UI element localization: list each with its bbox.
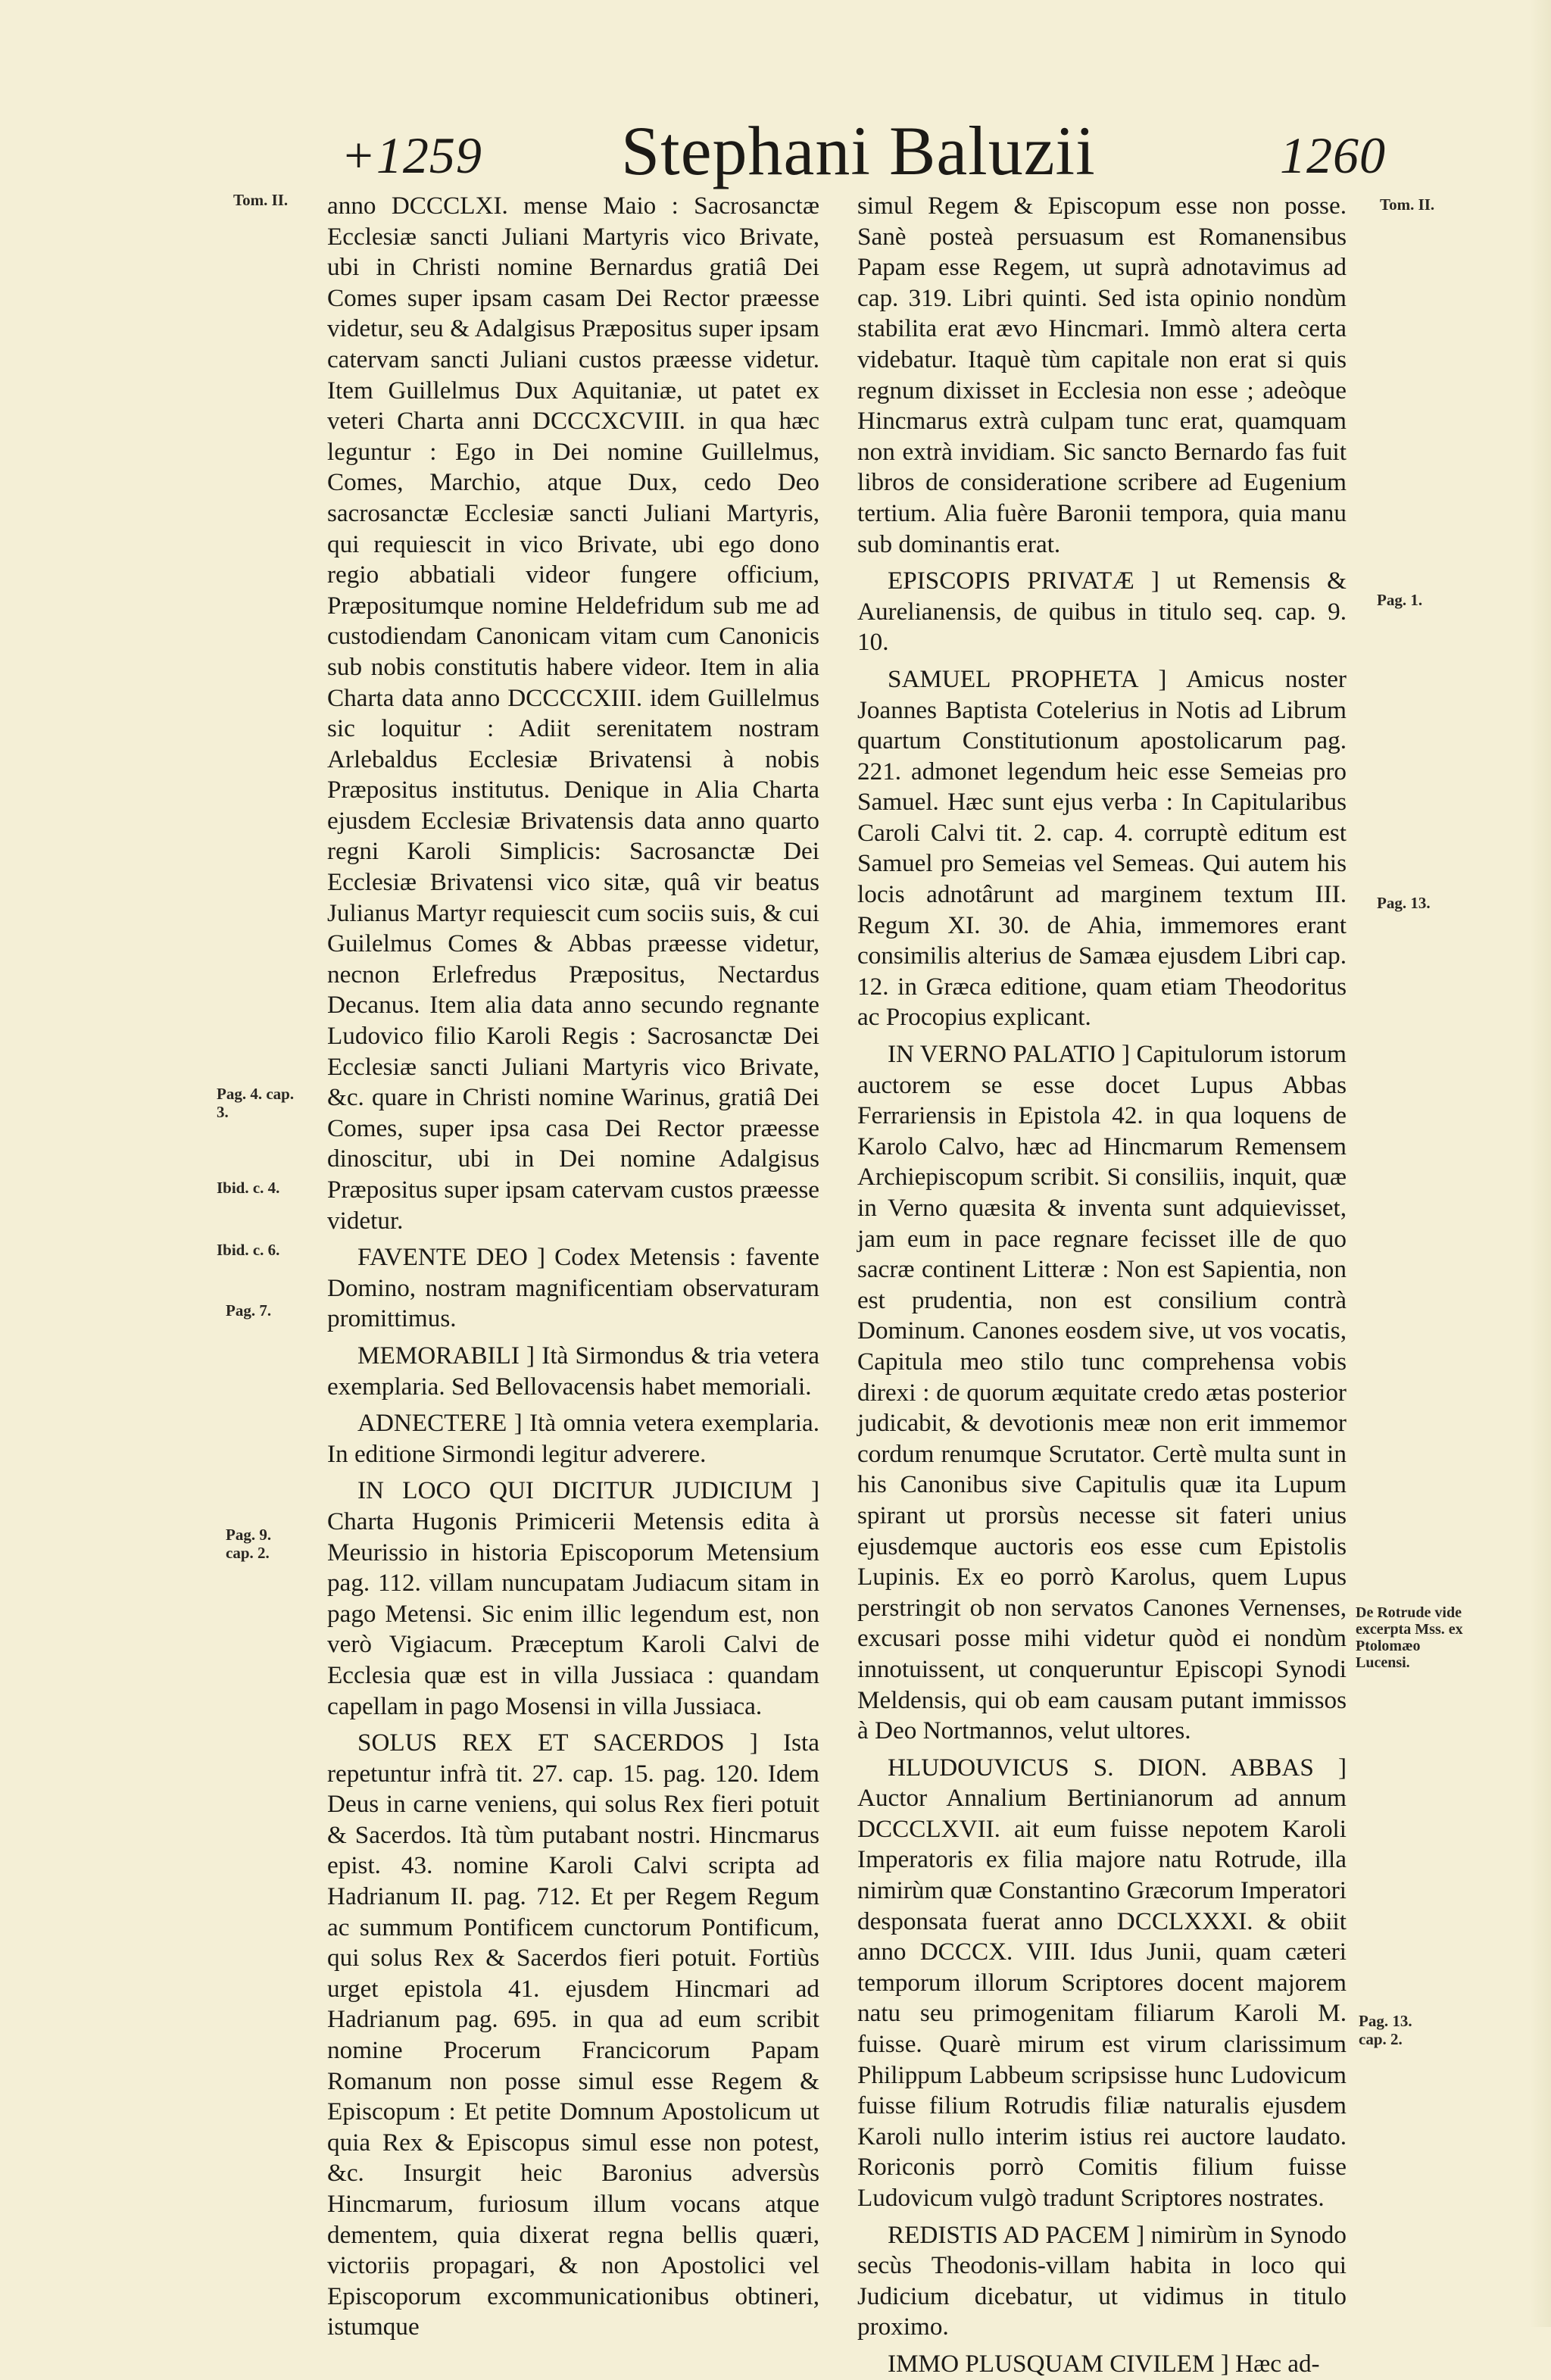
margin-note-left: Ibid. c. 6. [217, 1241, 280, 1259]
paragraph: HLUDOUVICUS S. DION. ABBAS ] Auctor Annalium Bertinianorum ad annum DCCCLXVII. ait eum fuisse nepotem Karoli Imperatoris ex filia majore natu Rotrude, illa nimirùm quæ Constantino Græcorum Imperatori desponsata fuerat anno DCCLXXXI. & obiit anno DCCCX. VIII. Idus Junii, quam cæteri temporum illorum Scriptores docent majorem natu seu primogenitam filiarum Karoli M. fuisse. Quarè mirum est virum clarissimum Philippum Labbeum scripsisse hunc Ludovicum fuisse filium Rotrudis filiæ naturalis ejusdem Karoli nullo interim istius rei auctore laudato. Roriconis porrò Comitis filium fuisse Ludovicum vulgò tradunt Scriptores nostrates. [857, 1753, 1347, 2212]
paragraph: MEMORABILI ] Ità Sirmondus & tria vetera exemplaria. Sed Bellovacensis habet memoriali. [327, 1341, 819, 1401]
paragraph: SAMUEL PROPHETA ] Amicus noster Joannes Baptista Cotelerius in Notis ad Librum quartum Constitutionum apostolicarum pag. 221. admonet legendum heic esse Semeias pro Samuel. Hæc sunt ejus verba : In Capitularibus Caroli Calvi tit. 2. cap. 4. corruptè editum est Samuel pro Semeias vel Semeas. Qui autem his locis adnotârunt ad marginem textum III. Regum XI. 30. de Ahia, immemores erant consimilis alterius de Samæa ejusdem Libri cap. 12. in Græca editione, quam etiam Theodoritus ac Procopius explicant. [857, 664, 1347, 1032]
right-text-column [857, 191, 1347, 2380]
page-edge [1530, 0, 1551, 2327]
paragraph: EPISCOPIS PRIVATÆ ] ut Remensis & Aurelianensis, de quibus in titulo seq. cap. 9. 10. [857, 567, 1347, 657]
paragraph: IMMO PLUSQUAM CIVILEM ] Hæc ad- [888, 2349, 1320, 2378]
paragraph: anno DCCCLXI. mense Maio : Sacrosanctæ Ecclesiæ sancti Juliani Martyris vico Brivate, ubi in Christi nomine Bernardus gratiâ Dei Comes super ipsam casam Dei Rector præesse videtur, seu & Adalgisus Præpositus super ipsam catervam sancti Juliani custos præesse videtur. Item Guillelmus Dux Aquitaniæ, ut patet ex veteri Charta anni DCCCXCVIII. in qua hæc leguntur : Ego in Dei nomine Guillelmus, Comes, Marchio, atque Dux, cedo Deo sacrosanctæ Ecclesiæ sancti Juliani Martyris, qui requiescit in vico Brivate, ubi ego dono regio abbatiali videor fungere officium, Præpositumque nomine Heldefridum sub me ad custodiendam Canonicam vitam cum Canonicis sub nobis constitutis habere videor. Item in alia Charta data anno DCCCCXIII. idem Guillelmus sic loquitur : Adiit serenitatem nostram Arlebaldus Ecclesiæ Brivatensi à nobis Præpositus institutus. Denique in Alia Charta ejusdem Ecclesiæ Brivatensis data anno quarto regni Karoli Simplicis: Sacrosanctæ Dei Ecclesiæ Brivatensi vico sitæ, quâ vir beatus Julianus Martyr requiescit cum sociis suis, & cui Guilelmus Comes & Abbas præesse videtur, necnon Erlefredus Præpositus, Nectardus Decanus. Item alia data anno secundo regnante Ludovico filio Karoli Regis : Sacrosanctæ Dei Ecclesiæ sancti Juliani Martyris vico Brivate, &c. quare in Christi nomine Warinus, gratiâ Dei Comes, super ipsa casa Dei Rector præesse dinoscitur, ubi in Dei nomine Adalgisus Præpositus super ipsam catervam custos præesse videtur. [327, 192, 819, 1235]
margin-note-left: Ibid. c. 4. [217, 1179, 280, 1197]
paragraph: IN VERNO PALATIO ] Capitulorum istorum auctorem se esse docet Lupus Abbas Ferrariensis in Epistola 42. in qua loquens de Karolo Calvo, hæc ad Hincmarum Remensem Archiepiscopum scribit. Si consiliis, inquit, quæ in Verno quæsita & inventa sunt adquievisset, jam eum in pace regnare fecisset ille de quo sacræ continent Litteræ : Non est Sapientia, non est prudentia, non est consilium contrà Dominum. Canones eosdem sive, ut vos vocatis, Capitula meo stilo tunc comprehensa vobis direxi : de quorum æquitate credo ætas posterior judicabit, & devotionis meæ non erit immemor cordum renumque Scrutator. Certè multa sunt in his Canonibus sive Capitulis quæ ita Lupum spirant ut prorsùs necesse sit fateri unius ejusdemque auctoris eos esse cum Epistolis Lupinis. Ex eo porrò Karolus, quem Lupus perstringit ob non servatos Canones Vernenses, excusari posse mihi videtur quòd ei nondùm innotuissent, ut conqueruntur Episcopi Synodi Meldensis, qui ob eam causam putant immissos à Deo Nortmannos, velut ultores. [857, 1040, 1347, 1745]
paragraph: simul Regem & Episcopum esse non posse. Sanè posteà persuasum est Romanensibus Papam esse Regem, ut suprà adnotavimus ad cap. 319. Libri quinti. Sed ista opinio nondùm stabilita erat ævo Hincmari. Immò altera certa videbatur. Itaquè tùm capitale non erat si quis regnum dixisset in Ecclesia non esse ; adeòque Hincmarus extrà culpam tunc erat, quamquam non extrà invidiam. Sic sancto Bernardo fas fuit libros de consideratione scribere ad Eugenium tertium. Alia fuère Baronii tempora, quia manu sub dominantis erat. [857, 192, 1347, 558]
margin-note-left: Pag. 4. cap. 3. [217, 1085, 295, 1121]
margin-note-right: De Rotrude vide excerpta Mss. ex Ptolomæo Lucensi. [1356, 1604, 1463, 1671]
paragraph: REDISTIS AD PACEM ] nimirùm in Synodo secùs Theodonis-villam habita in loco qui Judicium dicebatur, ut vidimus in titulo proximo. [857, 2220, 1347, 2341]
paragraph: IN LOCO QUI DICITUR JUDICIUM ] Charta Hugonis Primicerii Metensis edita à Meurissio in historia Episcoporum Metensium pag. 112. villam nuncupatam Judiacum sitam in pago Metensi. Sic enim illic legendum est, non verò Vigiacum. Præceptum Karoli Calvi de Ecclesia quæ est in villa Jussiaca : quandam capellam in pago Mosensi in villa Jussiaca. [327, 1476, 819, 1720]
margin-note-right: Pag. 13. cap. 2. [1359, 2012, 1412, 2048]
margin-note-right: Pag. 1. [1377, 591, 1423, 609]
running-header [326, 106, 1386, 197]
margin-note-left: Pag. 9. cap. 2. [226, 1526, 272, 1562]
left-text-column [327, 191, 819, 2343]
paragraph: SOLUS REX ET SACERDOS ] Ista repetuntur infrà tit. 27. cap. 15. pag. 120. Idem Deus in carne veniens, qui solus Rex fieri potuit & Sacerdos. Ità tùm putabant nostri. Hincmarus epist. 43. nomine Karoli Calvi scripta ad Hadrianum II. pag. 712. Et per Regem Regum ac summum Pontificem cunctorum Pontificum, qui solus Rex & Sacerdos fieri potuit. Fortiùs urget epistola 41. ejusdem Hincmari ad Hadrianum pag. 695. in qua ad eum scribit nomine Procerum Francicorum Papam Romanum non posse simul esse Regem & Episcopum : Et petite Domnum Apostolicum ut quia Rex & Episcopus simul esse non potest, &c. Insurgit heic Baronius adversùs Hincmarum, furiosum illum vocans atque dementem, quia dixerat regna bellis quæri, victoriis propagari, & non Apostolici vel Episcoporum excommunicationibus obtineri, istumque [327, 1729, 819, 2341]
margin-note-left: Tom. II. [233, 191, 289, 209]
running-title: Stephani Baluzii [621, 112, 1096, 189]
paragraph: ADNECTERE ] Ità omnia vetera exemplaria. In editione Sirmondi legitur adverere. [327, 1409, 819, 1468]
margin-note-left: Pag. 7. [226, 1301, 272, 1320]
margin-note-right: Tom. II. [1380, 195, 1435, 214]
right-page-number: 1260 [1280, 126, 1386, 184]
margin-note-right: Pag. 13. [1377, 894, 1431, 912]
paragraph: FAVENTE DEO ] Codex Metensis : favente Domino, nostram magnificentiam observaturam promittimus. [327, 1243, 819, 1333]
left-page-number: +1259 [341, 126, 482, 184]
